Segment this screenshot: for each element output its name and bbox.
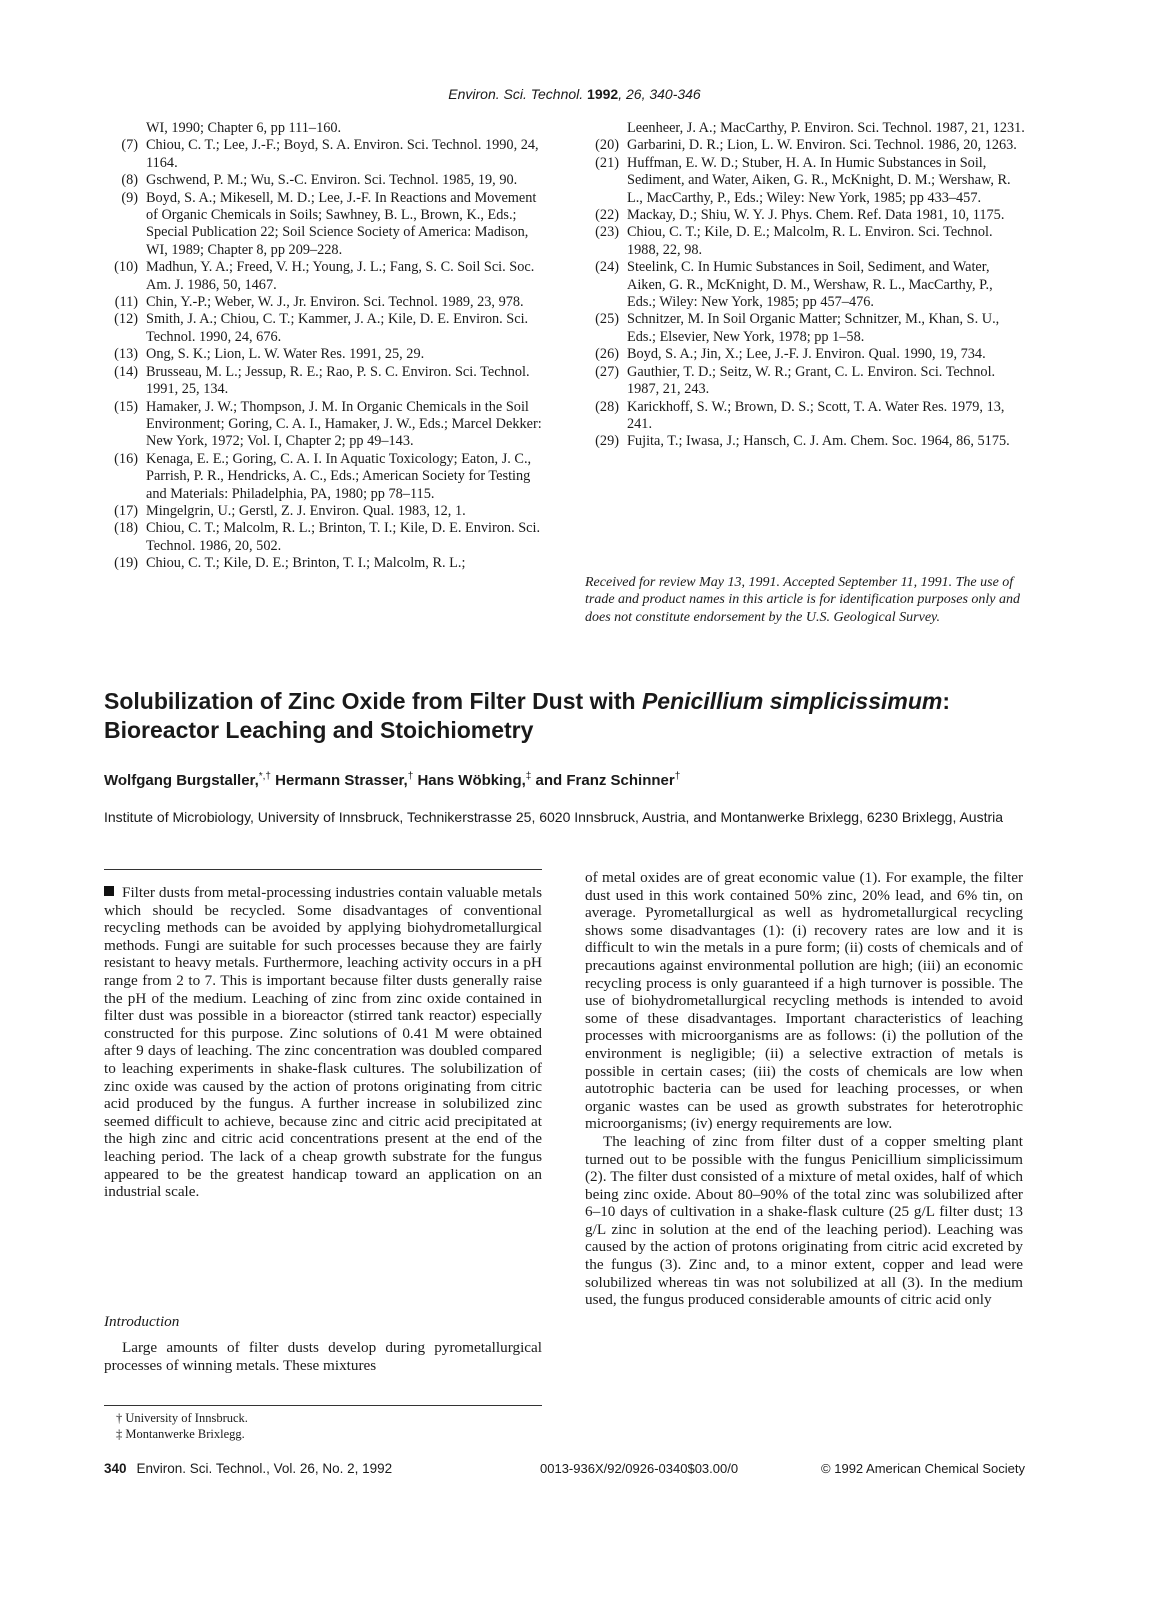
page-footer-left	[104, 1461, 392, 1476]
reference-item	[585, 346, 1025, 363]
reference-item	[104, 120, 544, 137]
reference-text: Chiou, C. T.; Kile, D. E.; Brinton, T. I.; Malcolm, R. L.;	[146, 555, 466, 572]
footnotes	[104, 1410, 248, 1442]
reference-text: Chin, Y.-P.; Weber, W. J., Jr. Environ. Sci. Technol. 1989, 23, 978.	[146, 294, 524, 311]
reference-item	[585, 155, 1025, 207]
reference-text: Steelink, C. In Humic Substances in Soil, Sediment, and Water, Aiken, G. R., McKnight, D. M., Wershaw, R. L., MacCarthy, P., Eds.; Wiley: New York, 1985; pp 457–476.	[627, 259, 993, 311]
reference-number: (25)	[595, 311, 619, 328]
affiliation: Institute of Microbiology, University of Innsbruck, Technikerstrasse 25, 6020 Innsbruck, Austria, and Montanwerke Brixlegg, 6230 Brixlegg, Austria	[104, 809, 1004, 825]
reference-item	[104, 172, 544, 189]
reference-number: (24)	[595, 259, 619, 276]
reference-item	[585, 207, 1025, 224]
reference-item	[104, 520, 544, 555]
reference-item	[104, 364, 544, 399]
reference-number: (13)	[114, 346, 138, 363]
author-name: Hans Wöbking,	[413, 772, 526, 789]
reference-item	[104, 259, 544, 294]
reference-text: Ong, S. K.; Lion, L. W. Water Res. 1991, 25, 29.	[146, 346, 425, 363]
title-part-2: : Bioreactor Leaching and Stoichiometry	[104, 688, 951, 743]
introduction-text: Large amounts of filter dusts develop during pyrometallurgical processes of winning metals. These mixtures	[104, 1339, 542, 1374]
reference-number: (17)	[114, 502, 138, 519]
author-name: and Franz Schinner	[531, 772, 675, 789]
reference-text: Garbarini, D. R.; Lion, L. W. Environ. Sci. Technol. 1986, 20, 1263.	[627, 137, 1017, 154]
reference-number: (22)	[595, 207, 619, 224]
journal-pages: 340-346	[649, 86, 701, 102]
reference-number: (18)	[114, 520, 138, 537]
reference-item	[585, 433, 1025, 450]
reference-number: (19)	[114, 555, 138, 572]
reference-item	[585, 259, 1025, 311]
page-number: 340	[104, 1461, 127, 1476]
reference-list-right	[585, 120, 1025, 451]
footnote: † University of Innsbruck.	[116, 1411, 248, 1425]
abstract-text: Filter dusts from metal-processing industries contain valuable metals which should be recycled. Some disadvantages of conventional recycling methods can be avoided by applying biohydrometallurgical methods. Fungi are suitable for such processes because they are fairly resistant to heavy metals. Furthermore, leaching activity occurs in a pH range from 2 to 7. This is important because filter dusts generally raise the pH of the medium. Leaching of zinc from zinc oxide contained in filter dust was possible in a bioreactor (stirred tank reactor) especially constructed for this purpose. Zinc solutions of 0.41 M were obtained after 9 days of leaching. The zinc concentration was doubled compared to leaching experiments in shake-flask cultures. The solubilization of zinc oxide was caused by the action of protons originating from citric acid produced by the fungus. A further increase in solubilized zinc seemed difficult to achieve, because zinc and citric acid precipitated at the high zinc and citric acid concentrations present at the end of the leaching period. The lack of a cheap growth substrate for the fungus appeared to be the greatest handicap toward an application on an industrial scale.	[104, 884, 542, 1201]
reference-number: (10)	[114, 259, 138, 276]
footnote: ‡ Montanwerke Brixlegg.	[116, 1427, 245, 1441]
reference-number: (11)	[114, 294, 138, 311]
reference-item	[585, 311, 1025, 346]
reference-item	[104, 190, 544, 260]
journal-volume: 26	[625, 86, 642, 102]
journal-year: 1992	[587, 86, 619, 102]
reference-number: (14)	[114, 363, 138, 380]
body-text-right	[585, 869, 1023, 1309]
reference-text: WI, 1990; Chapter 6, pp 111–160.	[146, 120, 342, 136]
divider-rule	[104, 869, 542, 870]
reference-item	[585, 399, 1025, 434]
abstract	[104, 884, 542, 1201]
reference-text: Boyd, S. A.; Jin, X.; Lee, J.-F. J. Environ. Qual. 1990, 19, 734.	[627, 346, 986, 363]
footnote-rule	[104, 1405, 542, 1406]
author-mark: †	[674, 771, 681, 782]
reference-item	[104, 503, 544, 520]
article-code: 0013-936X/92/0926-0340$03.00/0	[540, 1461, 739, 1476]
reference-text: Chiou, C. T.; Lee, J.-F.; Boyd, S. A. Environ. Sci. Technol. 1990, 24, 1164.	[146, 137, 539, 171]
reference-list-left	[104, 120, 544, 573]
reference-text: Huffman, E. W. D.; Stuber, H. A. In Humic Substances in Soil, Sediment, and Water, Aiken, G. R., McKnight, D. M.; Wershaw, R. L., MacCarthy, P., Eds.; Wiley: New York, 1985; pp 433–457.	[627, 154, 1011, 206]
section-heading-introduction: Introduction	[104, 1313, 180, 1330]
reference-item	[585, 364, 1025, 399]
page-footer-right	[540, 1461, 1025, 1476]
reference-text: Kenaga, E. E.; Goring, C. A. I. In Aquatic Toxicology; Eaton, J. C., Parrish, P. R., Hendricks, A. C., Eds.; American Society for Testing and Materials: Philadelphia, PA, 1980; pp 78–115.	[146, 450, 532, 502]
reference-text: Leenheer, J. A.; MacCarthy, P. Environ. Sci. Technol. 1987, 21, 1231.	[627, 120, 1025, 136]
reference-number: (26)	[595, 346, 619, 363]
author-mark: †	[407, 771, 414, 782]
author-list	[104, 771, 1044, 789]
reference-text: Gauthier, T. D.; Seitz, W. R.; Grant, C. L. Environ. Sci. Technol. 1987, 21, 243.	[627, 363, 996, 398]
running-head: Environ. Sci. Technol. 1992, 26, 340-346	[448, 86, 701, 102]
reference-text: Karickhoff, S. W.; Brown, D. S.; Scott, T. A. Water Res. 1979, 13, 241.	[627, 398, 1005, 432]
reference-item	[104, 346, 544, 363]
reference-number: (23)	[595, 224, 619, 241]
reference-item	[104, 399, 544, 451]
reference-number: (29)	[595, 433, 619, 450]
reference-number: (15)	[114, 398, 138, 415]
article-title	[104, 687, 1044, 745]
reference-text: Hamaker, J. W.; Thompson, J. M. In Organic Chemicals in the Soil Environment; Goring, C. A. I., Hamaker, J. W., Eds.; Marcel Dekker: New York, 1972; Vol. I, Chapter 2; pp 49–143.	[146, 398, 542, 450]
reference-text: Chiou, C. T.; Malcolm, R. L.; Brinton, T. I.; Kile, D. E. Environ. Sci. Technol. 1986, 20, 502.	[146, 520, 541, 554]
reference-item	[104, 555, 544, 572]
author-name: Hermann Strasser,	[270, 772, 408, 789]
reference-number: (9)	[121, 189, 138, 206]
reference-text: Fujita, T.; Iwasa, J.; Hansch, C. J. Am. Chem. Soc. 1964, 86, 5175.	[627, 433, 1010, 450]
reference-item	[104, 311, 544, 346]
square-bullet-icon	[104, 886, 114, 896]
reference-item	[104, 451, 544, 503]
reference-item	[585, 224, 1025, 259]
reference-text: Gschwend, P. M.; Wu, S.-C. Environ. Sci. Technol. 1985, 19, 90.	[146, 172, 518, 189]
reference-number: (28)	[595, 398, 619, 415]
reference-text: Madhun, Y. A.; Freed, V. H.; Young, J. L.; Fang, S. C. Soil Sci. Soc. Am. J. 1986, 50, 1467.	[146, 259, 535, 293]
reference-number: (21)	[595, 154, 619, 171]
title-organism: Penicillium simplicissimum	[641, 688, 943, 714]
body-paragraph: of metal oxides are of great economic value (1). For example, the filter dust used in this work contained 50% zinc, 20% lead, and 6% tin, on average. Pyrometallurgical as well as hydrometallurgical recycling shows some disadvantages (1): (i) recovery rates are low and it is difficult to win the metals in a pure form; (ii) costs of chemicals and of precautions against environmental pollution are high; (iii) an economic recycling process is only guaranteed if a high turnover is possible. The use of biohydrometallurgical recycling methods is intended to avoid some of these disadvantages. Important characteristics of leaching processes with microorganisms are as follows: (i) the pollution of the environment is negligible; (ii) a selective extraction of metals is possible in certain cases; (iii) the costs of chemicals are low when autotrophic bacteria can be used for leaching processes, or when organic wastes can be used as growth substrates for heterotrophic microorganisms; (iv) energy requirements are low.	[585, 869, 1023, 1133]
reference-item	[104, 294, 544, 311]
reference-text: Brusseau, M. L.; Jessup, R. E.; Rao, P. S. C. Environ. Sci. Technol. 1991, 25, 134.	[146, 363, 530, 398]
reference-item	[585, 137, 1025, 154]
footer-citation: Environ. Sci. Technol., Vol. 26, No. 2, 1992	[136, 1461, 393, 1476]
reference-text: Schnitzer, M. In Soil Organic Matter; Schnitzer, M., Khan, S. U., Eds.; Elsevier, New York, 1978; pp 1–58.	[627, 311, 1000, 345]
reference-text: Mackay, D.; Shiu, W. Y. J. Phys. Chem. Ref. Data 1981, 10, 1175.	[627, 207, 1005, 224]
author-mark: ‡	[525, 771, 532, 782]
reference-item	[104, 137, 544, 172]
reference-item	[585, 120, 1025, 137]
reference-number: (7)	[121, 137, 138, 154]
journal-name: Environ. Sci. Technol.	[448, 86, 584, 102]
body-paragraph: The leaching of zinc from filter dust of a copper smelting plant turned out to be possible with the fungus Penicillium simplicissimum (2). The filter dust consisted of a mixture of metal oxides, half of which being zinc oxide. About 80–90% of the total zinc was solubilized after 6–10 days of cultivation in a shake-flask culture (25 g/L filter dust; 13 g/L zinc in solution at the end of the leaching period). Leaching was caused by the action of protons originating from citric acid excreted by the fungus (3). Zinc and, to a minor extent, copper and lead were solubilized whereas tin was not solubilized at all (3). In the medium used, the fungus produced considerable amounts of citric acid only	[585, 1132, 1023, 1309]
reference-number: (20)	[595, 137, 619, 154]
reference-text: Mingelgrin, U.; Gerstl, Z. J. Environ. Qual. 1983, 12, 1.	[146, 502, 466, 519]
reference-text: Smith, J. A.; Chiou, C. T.; Kammer, J. A.; Kile, D. E. Environ. Sci. Technol. 1990, 24, 676.	[146, 311, 529, 345]
author-mark: *,†	[258, 771, 271, 782]
reference-text: Boyd, S. A.; Mikesell, M. D.; Lee, J.-F. In Reactions and Movement of Organic Chemicals in Soils; Sawhney, B. L., Brown, K., Eds.; Special Publication 22; Soil Science Society of America: Madison, WI, 1989; Chapter 8, pp 209–228.	[146, 189, 537, 258]
received-note: Received for review May 13, 1991. Accepted September 11, 1991. The use of trade and product names in this article is for identification purposes only and does not constitute endorsement by the U.S. Geological Survey.	[585, 575, 1021, 625]
reference-number: (8)	[121, 172, 138, 189]
title-part-1: Solubilization of Zinc Oxide from Filter Dust with	[104, 688, 642, 714]
reference-number: (12)	[114, 311, 138, 328]
author-name: Wolfgang Burgstaller,	[104, 772, 259, 789]
reference-number: (16)	[114, 450, 138, 467]
copyright: © 1992 American Chemical Society	[821, 1461, 1025, 1476]
reference-number: (27)	[595, 363, 619, 380]
reference-text: Chiou, C. T.; Kile, D. E.; Malcolm, R. L. Environ. Sci. Technol. 1988, 22, 98.	[627, 224, 993, 258]
